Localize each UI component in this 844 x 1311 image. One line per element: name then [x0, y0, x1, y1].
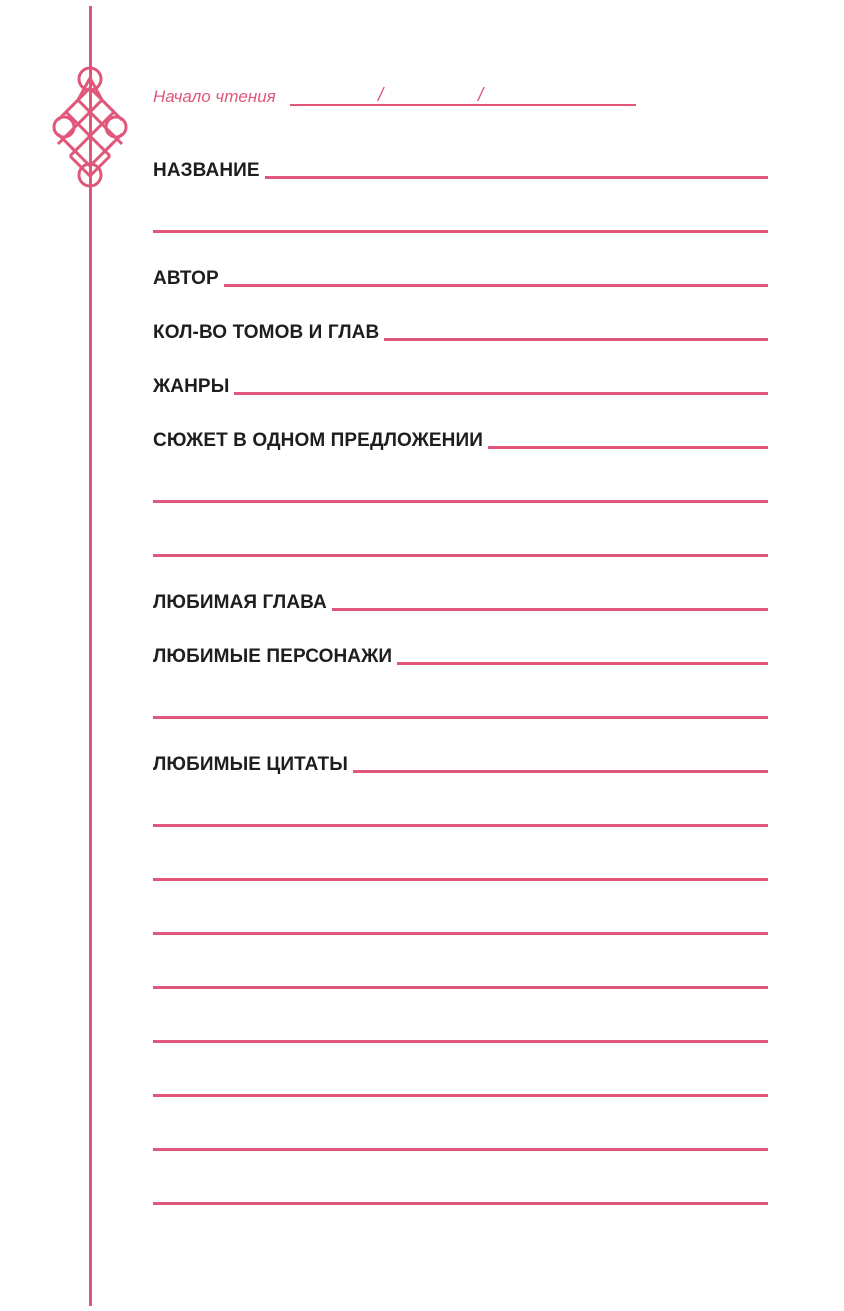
title-field-line-2[interactable] [153, 230, 768, 233]
volumes-field[interactable] [384, 338, 768, 341]
plot-field-line-3[interactable] [153, 554, 768, 557]
title-field[interactable] [265, 176, 768, 179]
plot-field-line-2[interactable] [153, 500, 768, 503]
title-label: НАЗВАНИЕ [153, 160, 260, 181]
margin-line [89, 6, 92, 1306]
fav-quotes-line-8[interactable] [153, 1148, 768, 1151]
volumes-label: КОЛ-ВО ТОМОВ И ГЛАВ [153, 322, 380, 343]
fav-quotes-line-7[interactable] [153, 1094, 768, 1097]
genres-row [153, 368, 768, 398]
fav-chapter-field[interactable] [332, 608, 768, 611]
plot-label: СЮЖЕТ В ОДНОМ ПРЕДЛОЖЕНИИ [153, 430, 484, 451]
fav-characters-row [153, 638, 768, 668]
fav-chapter-label: ЛЮБИМАЯ ГЛАВА [153, 592, 327, 613]
fav-quotes-row [153, 746, 768, 776]
genres-field[interactable] [234, 392, 768, 395]
fav-characters-label: ЛЮБИМЫЕ ПЕРСОНАЖИ [153, 646, 393, 667]
endless-knot-icon [52, 66, 128, 188]
reading-start-row [153, 84, 643, 110]
reading-start-label: Начало чтения [153, 87, 276, 106]
author-row [153, 260, 768, 290]
fav-quotes-line-4[interactable] [153, 932, 768, 935]
title-row [153, 152, 768, 182]
genres-label: ЖАНРЫ [153, 376, 230, 397]
fav-chapter-row [153, 584, 768, 614]
fav-quotes-line-6[interactable] [153, 1040, 768, 1043]
fav-quotes-label: ЛЮБИМЫЕ ЦИТАТЫ [153, 754, 348, 775]
author-field[interactable] [224, 284, 768, 287]
fav-characters-field[interactable] [397, 662, 768, 665]
author-label: АВТОР [153, 268, 219, 289]
date-separator-2: / [478, 85, 484, 106]
date-separator-1: / [378, 85, 384, 106]
fav-quotes-line-2[interactable] [153, 824, 768, 827]
fav-characters-field-line-2[interactable] [153, 716, 768, 719]
fav-quotes-line-3[interactable] [153, 878, 768, 881]
plot-field[interactable] [488, 446, 768, 449]
fav-quotes-line-9[interactable] [153, 1202, 768, 1205]
reading-start-date-field[interactable] [290, 104, 636, 106]
fav-quotes-line-5[interactable] [153, 986, 768, 989]
fav-quotes-field[interactable] [353, 770, 768, 773]
plot-row [153, 422, 768, 452]
volumes-row [153, 314, 768, 344]
